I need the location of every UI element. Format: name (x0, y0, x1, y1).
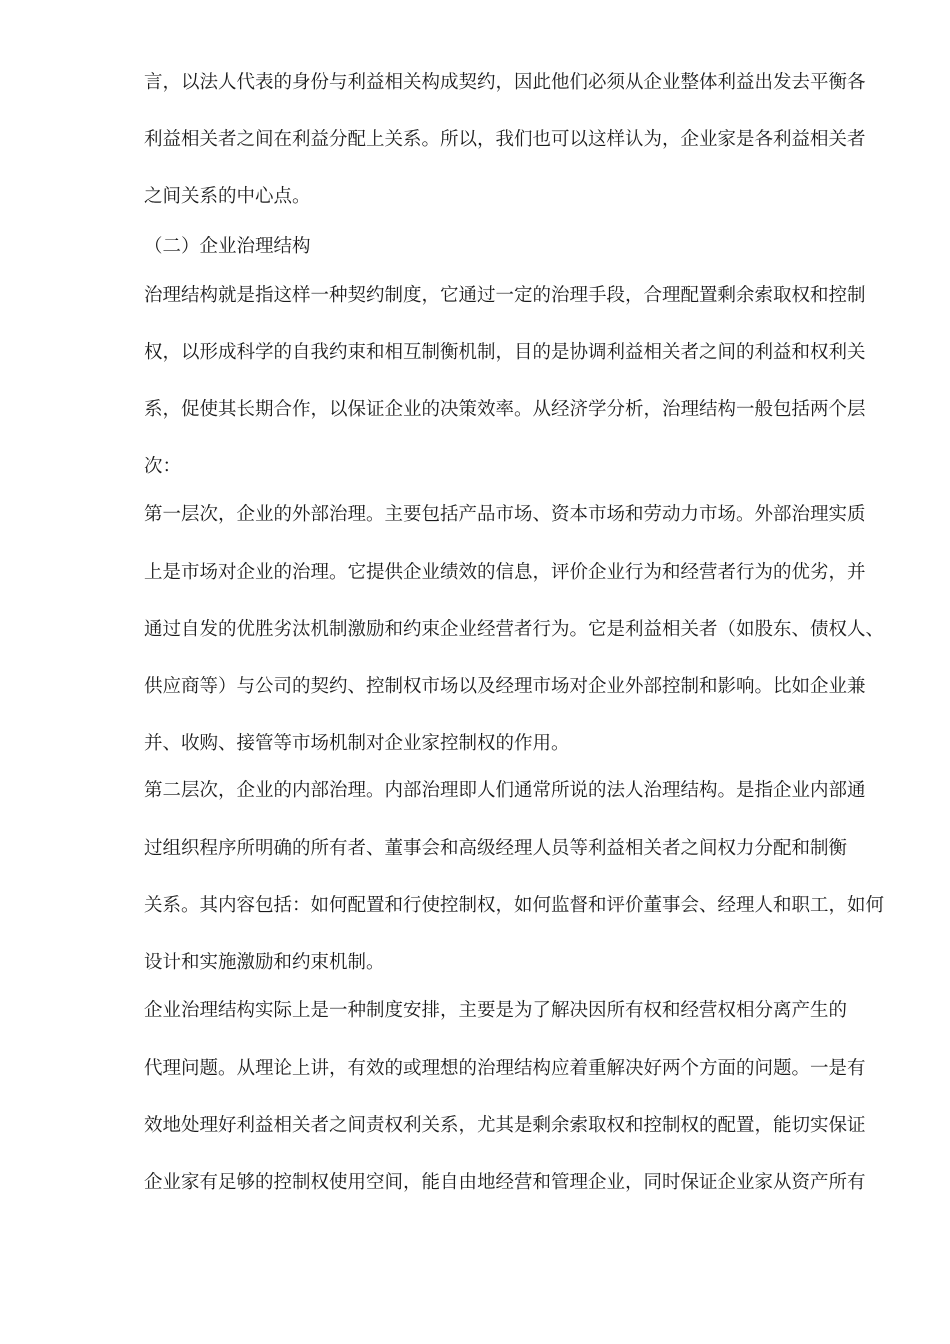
text-line: 利益相关者之间在利益分配上关系。所以，我们也可以这样认为，企业家是各利益相关者 (144, 129, 866, 150)
text-line: 代理问题。从理论上讲，有效的或理想的治理结构应着重解决好两个方面的问题。一是有 (144, 1058, 866, 1079)
text-line: 设计和实施激励和约束机制。 (144, 952, 385, 973)
text-line: 通过自发的优胜劣汰机制激励和约束企业经营者行为。它是利益相关者（如股东、债权人、 (144, 619, 885, 640)
text-line: 权，以形成科学的自我约束和相互制衡机制，目的是协调利益相关者之间的利益和权利关 (144, 342, 866, 363)
text-line: 第二层次，企业的内部治理。内部治理即人们通常所说的法人治理结构。是指企业内部通 (144, 780, 866, 801)
text-line: 系，促使其长期合作，以保证企业的决策效率。从经济学分析，治理结构一般包括两个层 (144, 399, 866, 420)
text-line: 第一层次，企业的外部治理。主要包括产品市场、资本市场和劳动力市场。外部治理实质 (144, 504, 866, 525)
text-line: 企业家有足够的控制权使用空间，能自由地经营和管理企业，同时保证企业家从资产所有 (144, 1172, 866, 1193)
text-line: 之间关系的中心点。 (144, 186, 311, 207)
text-line: 企业治理结构实际上是一种制度安排，主要是为了解决因所有权和经营权相分离产生的 (144, 1000, 848, 1021)
text-line: 治理结构就是指这样一种契约制度，它通过一定的治理手段，合理配置剩余索取权和控制 (144, 285, 866, 306)
section-heading: （二）企业治理结构 (144, 236, 311, 257)
text-line: 供应商等）与公司的契约、控制权市场以及经理市场对企业外部控制和影响。比如企业兼 (144, 676, 866, 697)
text-line: 过组织程序所明确的所有者、董事会和高级经理人员等利益相关者之间权力分配和制衡 (144, 838, 848, 859)
text-line: 上是市场对企业的治理。它提供企业绩效的信息，评价企业行为和经营者行为的优劣，并 (144, 562, 866, 583)
text-line: 言，以法人代表的身份与利益相关构成契约，因此他们必须从企业整体利益出发去平衡各 (144, 72, 866, 93)
text-line: 并、收购、接管等市场机制对企业家控制权的作用。 (144, 733, 570, 754)
text-line: 效地处理好利益相关者之间责权利关系，尤其是剩余索取权和控制权的配置，能切实保证 (144, 1115, 866, 1136)
text-line: 次： (144, 456, 182, 477)
text-line: 关系。其内容包括：如何配置和行使控制权，如何监督和评价董事会、经理人和职工，如何 (144, 895, 885, 916)
